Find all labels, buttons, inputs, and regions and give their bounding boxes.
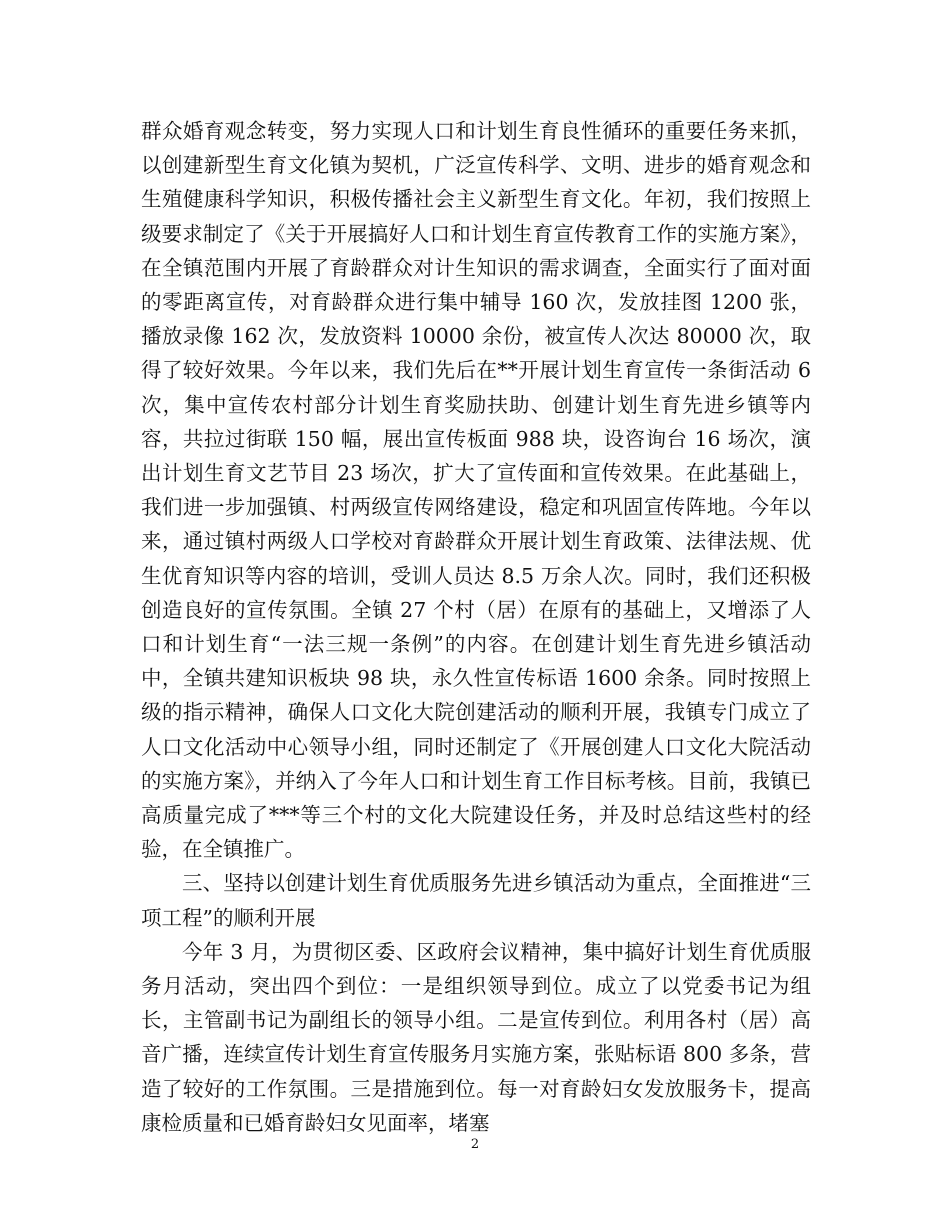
- text-line: 三、坚持以创建计划生育优质服务先进乡镇活动为重点，全面推进“三项工: [141, 871, 811, 930]
- text-line: 群众婚育观念转变，努力实现人口和计划生育良性循环的重要任务来抓，以创建: [141, 119, 811, 178]
- text-line: 质量完成了***等三个村的文化大院建设任务，并及时总结这些村的经验，在全镇: [141, 803, 812, 862]
- text-line: 到位。每一对育龄妇女发放服务卡，提高康检质量和已婚育龄妇女见面率，堵塞: [141, 1076, 812, 1135]
- text-line: 开展搞好人口和计划生育宣传教育工作的实施方案》，在全镇范围内开展了育龄: [141, 221, 812, 280]
- text-line: 知识，积极传播社会主义新型生育文化。年初，我们按照上级要求制定了《关于: [141, 187, 812, 246]
- text-line: 训人员达 8.5 万余人次。同时，我们还积极创造良好的宣传氛围。全镇 27 个村: [141, 563, 812, 622]
- text-line: 学校对育龄群众开展计划生育政策、法律法规、优生优育知识等内容的培训，受: [141, 529, 811, 588]
- text-line: 为副组长的领导小组。二是宣传到位。利用各村（居）高音广播，连续宣传计划: [141, 1008, 812, 1067]
- text-line: 宣传人次达 80000 次，取得了较好效果。今年以来，我们先后在**开展计划生育宣: [141, 324, 811, 383]
- text-line: 推广。: [243, 837, 305, 862]
- text-line: 传一条街活动 6 次，集中宣传农村部分计划生育奖励扶助、创建计划生育先进乡镇: [141, 358, 811, 417]
- text-line: 等内容，共拉过街联 150 幅，展出宣传板面 988 块，设咨询台 16 场次，演出计划: [141, 392, 812, 486]
- text-line: 今年 3 月，为贯彻区委、区政府会议精神，集中搞好计划生育优质服务月活: [141, 939, 811, 999]
- text-line: 动，突出四个到位：一是组织领导到位。成立了以党委书记为组长，主管副书记: [141, 974, 812, 1033]
- paragraph-service-month: [141, 935, 811, 1140]
- text-line: 动的实施方案》，并纳入了今年人口和计划生育工作目标考核。目前，我镇已高: [141, 734, 811, 828]
- document-body: [141, 114, 811, 1140]
- text-line: （居）在原有的基础上，又增添了人口和计划生育“一法三规一条例”的内容。在创: [141, 597, 811, 657]
- text-line: 生育宣传服务月实施方案，张贴标语 800 多条，营造了较好的工作氛围。三是措施: [141, 1042, 811, 1101]
- text-line: 群众对计生知识的需求调查，全面实行了面对面的零距离宣传，对育龄群众进行: [141, 255, 811, 315]
- text-line: 建计划生育先进乡镇活动中，全镇共建知识板块 98 块，永久性宣传标语 1600 余: [141, 632, 811, 691]
- text-line: 镇、村两级宣传网络建设，稳定和巩固宣传阵地。今年以来，通过镇村两级人口: [141, 495, 812, 554]
- section-heading-three: [141, 866, 811, 934]
- text-line: 条。同时按照上级的指示精神，确保人口文化大院创建活动的顺利开展，我镇专: [141, 666, 811, 725]
- text-line: 集中辅导 160 次，发放挂图 1200 张，播放录像 162 次，发放资料 10000 余份，被: [141, 290, 811, 349]
- text-line: 生育文艺节目 23 场次，扩大了宣传面和宣传效果。在此基础上，我们进一步加强: [141, 461, 812, 520]
- page-number: 2: [470, 1137, 480, 1152]
- text-line: 新型生育文化镇为契机，广泛宣传科学、文明、进步的婚育观念和生殖健康科学: [141, 153, 812, 212]
- text-line: 程”的顺利开展: [182, 905, 316, 930]
- text-line: 门成立了人口文化活动中心领导小组，同时还制定了《开展创建人口文化大院活: [141, 700, 812, 759]
- paragraph-publicity: [141, 114, 811, 866]
